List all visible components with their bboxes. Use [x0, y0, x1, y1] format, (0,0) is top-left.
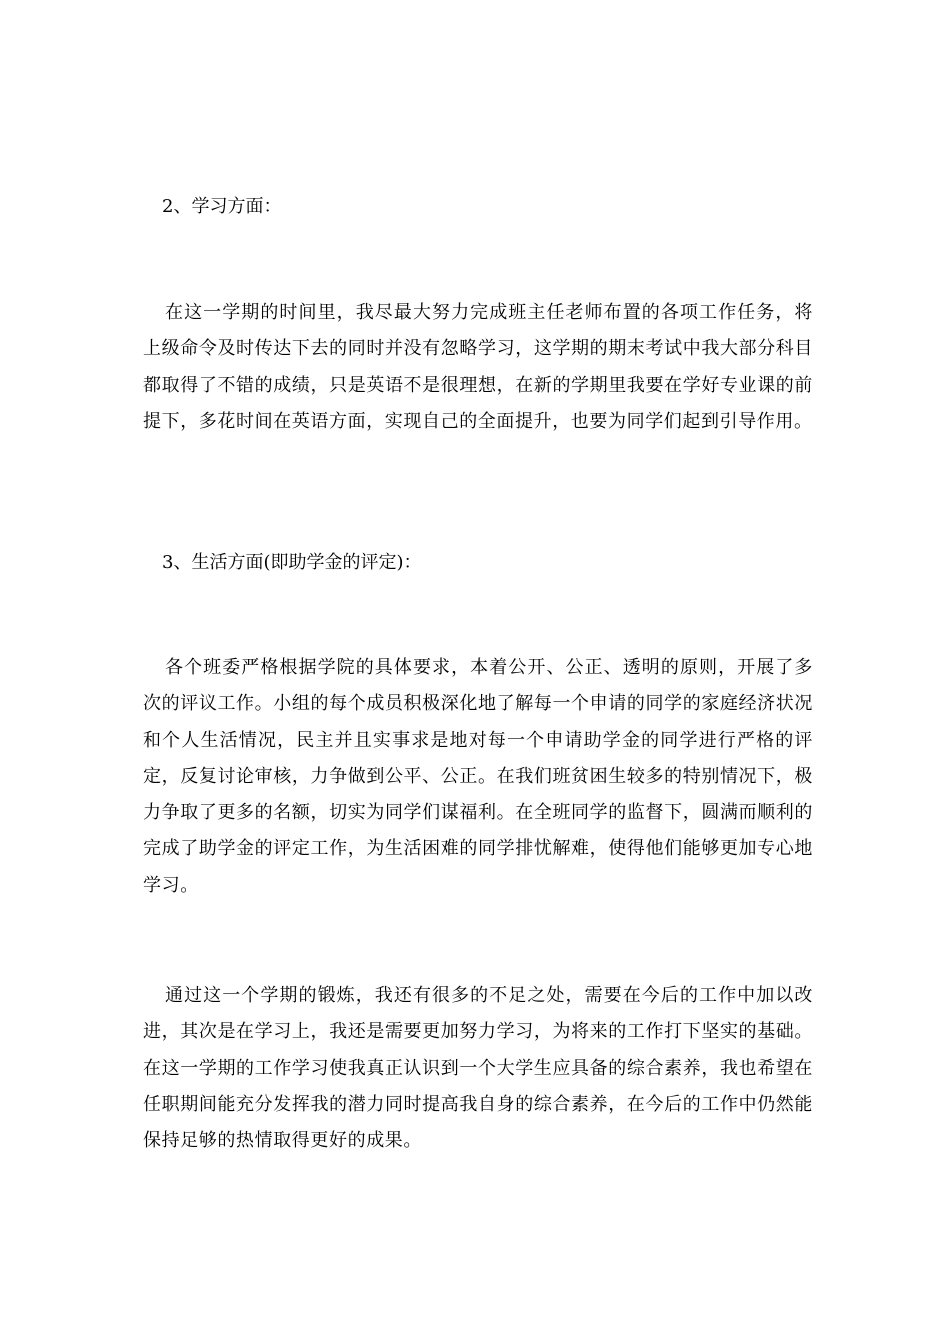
section-heading-study: 2、学习方面： — [162, 196, 282, 217]
paragraph-study: 在这一学期的时间里，我尽最大努力完成班主任老师布置的各项工作任务，将上级命令及时传达下去的同时并没有忽略学习，这学期的期末考试中我大部分科目都取得了不错的成绩，只是英语不是很理想，在新的学期里我要在学好专业课的前提下，多花时间在英语方面，实现自己的全面提升，也要为同学们起到引导作用。 — [143, 302, 813, 432]
paragraph-life: 各个班委严格根据学院的具体要求，本着公开、公正、透明的原则，开展了多次的评议工作。小组的每个成员积极深化地了解每一个申请的同学的家庭经济状况和个人生活情况，民主并且实事求是地对每一个申请助学金的同学进行严格的评定，反复讨论审核，力争做到公平、公正。在我们班贫困生较多的特别情况下，极力争取了更多的名额，切实为同学们谋福利。在全班同学的监督下，圆满而顺利的完成了助学金的评定工作，为生活困难的同学排忧解难，使得他们能够更加专心地学习。 — [143, 657, 813, 896]
section-heading-life: 3、生活方面(即助学金的评定)： — [162, 552, 422, 573]
paragraph-summary: 通过这一个学期的锻炼，我还有很多的不足之处，需要在今后的工作中加以改进，其次是在学习上，我还是需要更加努力学习，为将来的工作打下坚实的基础。在这一学期的工作学习使我真正认识到一个大学生应具备的综合素养，我也希望在任职期间能充分发挥我的潜力同时提高我自身的综合素养，在今后的工作中仍然能保持足够的热情取得更好的成果。 — [143, 985, 813, 1152]
